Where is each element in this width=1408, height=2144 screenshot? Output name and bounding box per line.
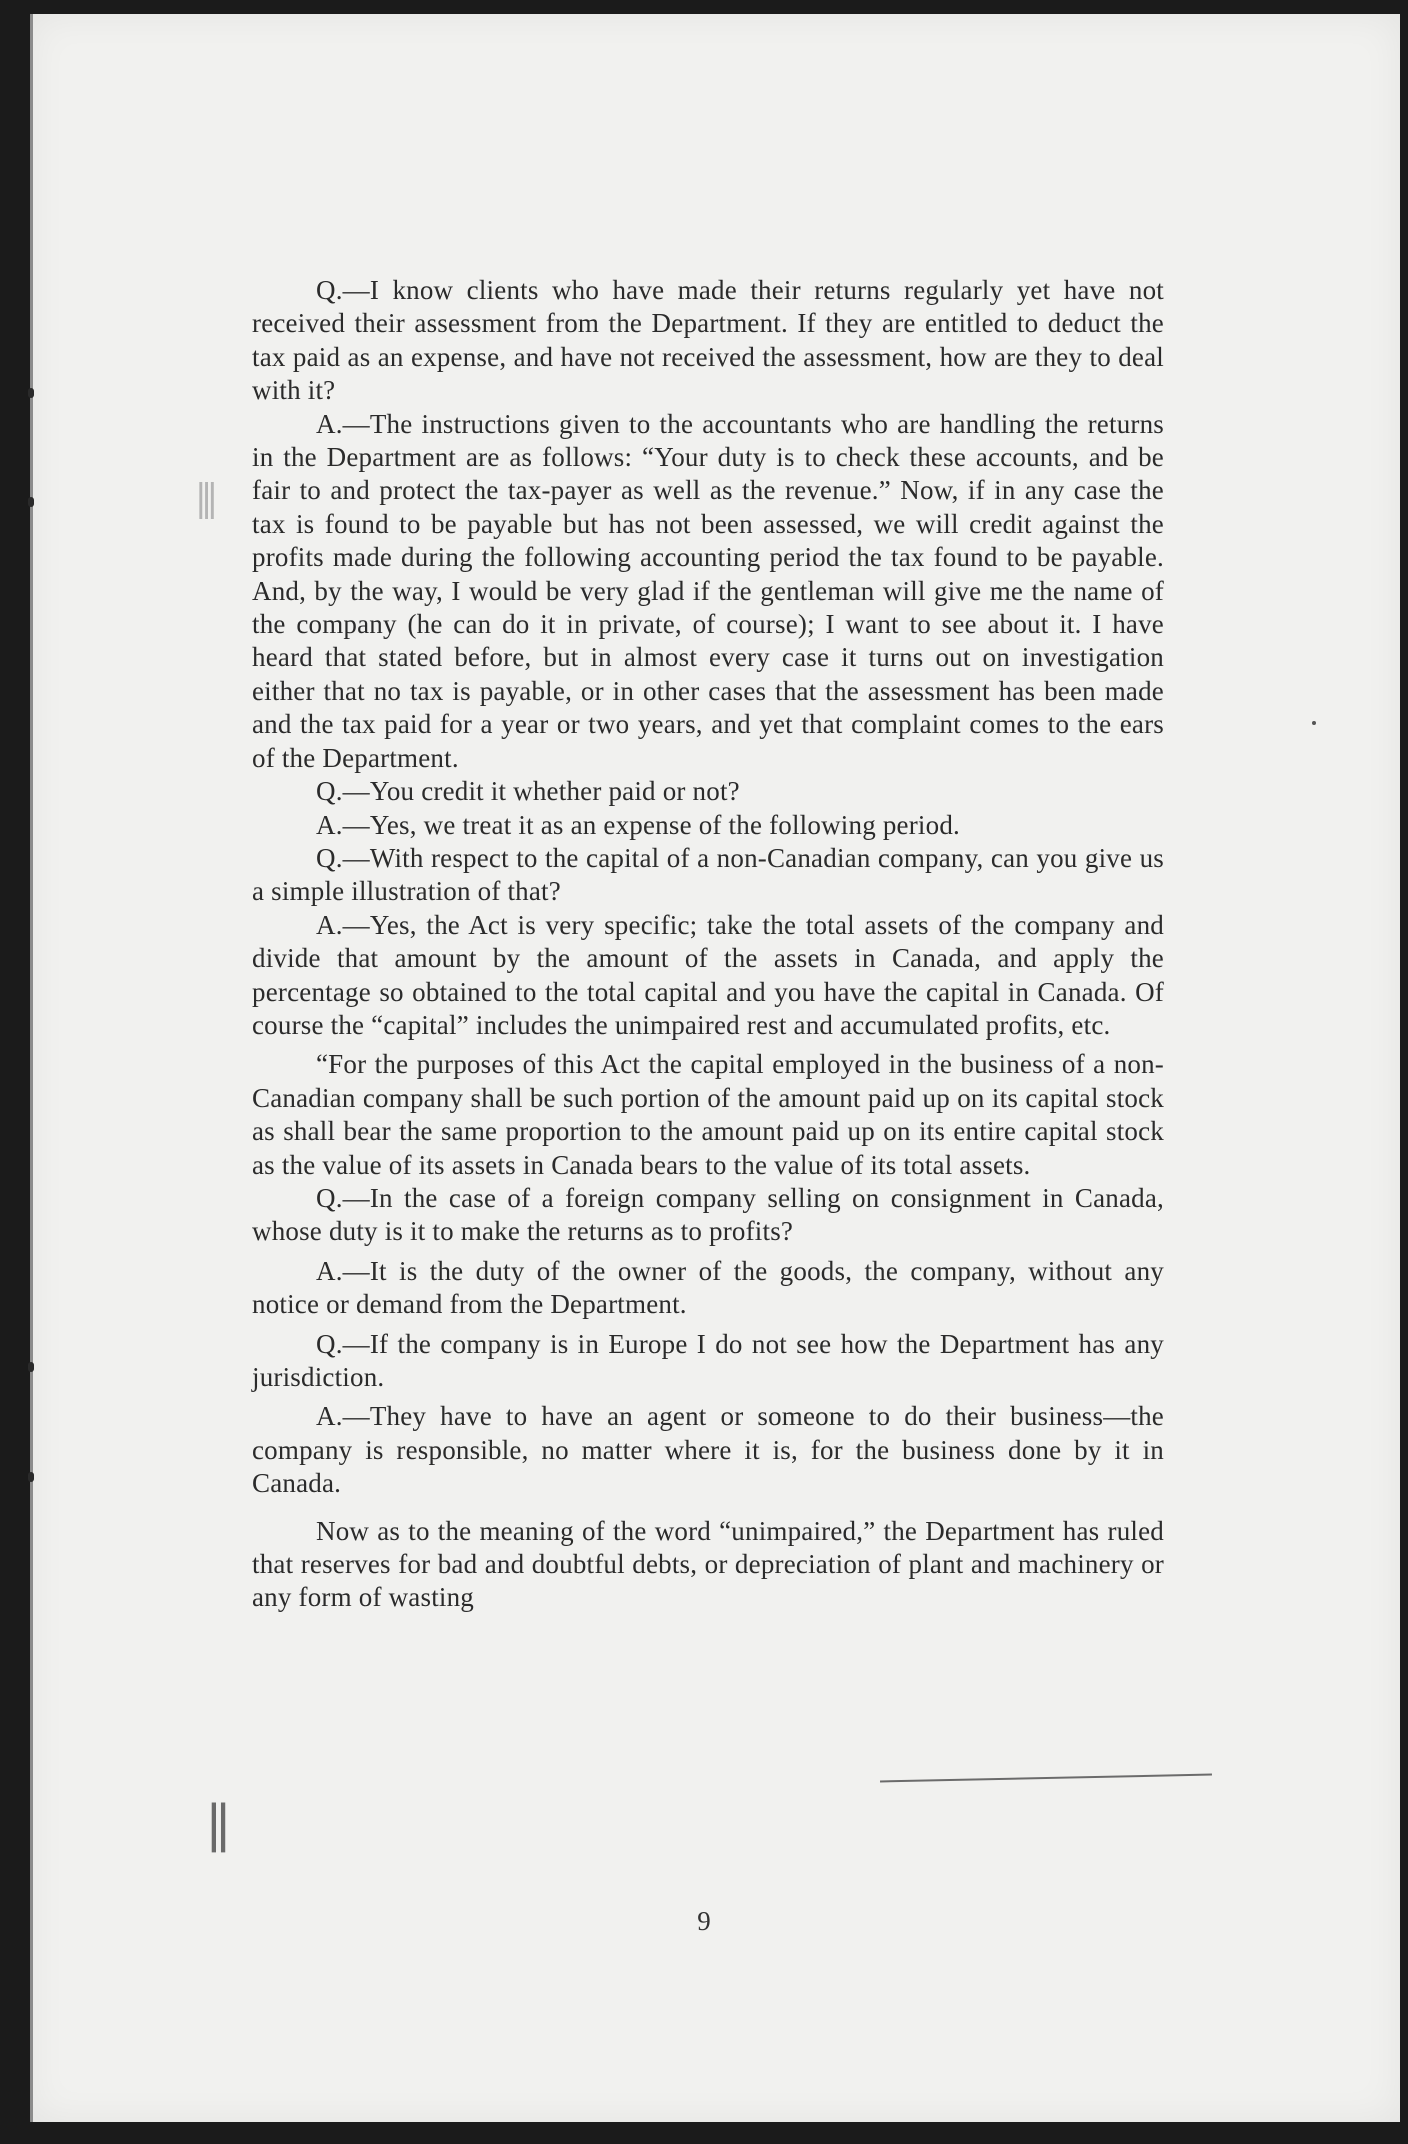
pencil-margin-mark: ⦀	[196, 474, 218, 530]
paragraph: A.—The instructions given to the accountants who are handling the returns in the Department are as follows: “Your duty is to check these accounts, and be fair to and protect the tax-payer as well as the revenue.” Now, if in any case the tax is found to be payable but has not been assessed, we will credit against the profits made during the following accounting period the tax found to be payable. And, by the way, I would be very glad if the gentleman will give me the name of the company (he can do it in private, of course); I want to see about it. I have heard that stated before, but in almost every case it turns out on investigation either that no tax is payable, or in other cases that the assessment has been made and the tax paid for a year or two years, and yet that complaint comes to the ears of the Department.	[252, 408, 1164, 773]
body-text	[252, 274, 1164, 1615]
paragraph: Q.—In the case of a foreign company selling on consignment in Canada, whose duty is it to make the returns as to profits?	[252, 1182, 1164, 1247]
paragraph: Q.—I know clients who have made their returns regularly yet have not received their assessment from the Department. If they are entitled to deduct the tax paid as an expense, and have not received the assessment, how are they to deal with it?	[252, 275, 1164, 406]
paragraph: Now as to the meaning of the word “unimpaired,” the Department has ruled that reserves for bad and doubtful debts, or depreciation of plant and machinery or any form of wasting	[252, 1515, 1164, 1613]
paragraph: A.—They have to have an agent or someone to do their business—the company is responsible, no matter where it is, for the business done by it in Canada.	[252, 1401, 1164, 1499]
paragraph: A.—Yes, we treat it as an expense of the following period.	[316, 809, 960, 840]
page-number: 9	[697, 1906, 711, 1936]
binding-hole	[28, 1362, 34, 1372]
paragraph: A.—It is the duty of the owner of the goods, the company, without any notice or demand from the Department.	[252, 1255, 1164, 1320]
paragraph: “For the purposes of this Act the capital employed in the business of a non-Canadian company shall be such portion of the amount paid up on its capital stock as shall bear the same proportion to the amount paid up on its entire capital stock as the value of its assets in Canada bears to the value of its total assets.	[252, 1049, 1164, 1180]
paragraph: Q.—You credit it whether paid or not?	[316, 776, 740, 807]
paragraph: Q.—With respect to the capital of a non-Canadian company, can you give us a simple illustration of that?	[252, 842, 1164, 907]
binding-hole	[28, 1472, 34, 1482]
paragraph: A.—Yes, the Act is very specific; take the total assets of the company and divide that amount by the amount of the assets in Canada, and apply the percentage so obtained to the total capital and you have the capital in Canada. Of course the “capital” includes the unimpaired rest and accumulated profits, etc.	[252, 909, 1164, 1040]
binding-hole	[28, 497, 34, 507]
binding-hole	[28, 388, 34, 398]
binding-edge	[30, 14, 33, 2122]
stray-ink-dot	[1312, 721, 1316, 725]
paragraph: Q.—If the company is in Europe I do not see how the Department has any jurisdiction.	[252, 1328, 1164, 1392]
pencil-margin-mark: ∥	[206, 1797, 231, 1860]
